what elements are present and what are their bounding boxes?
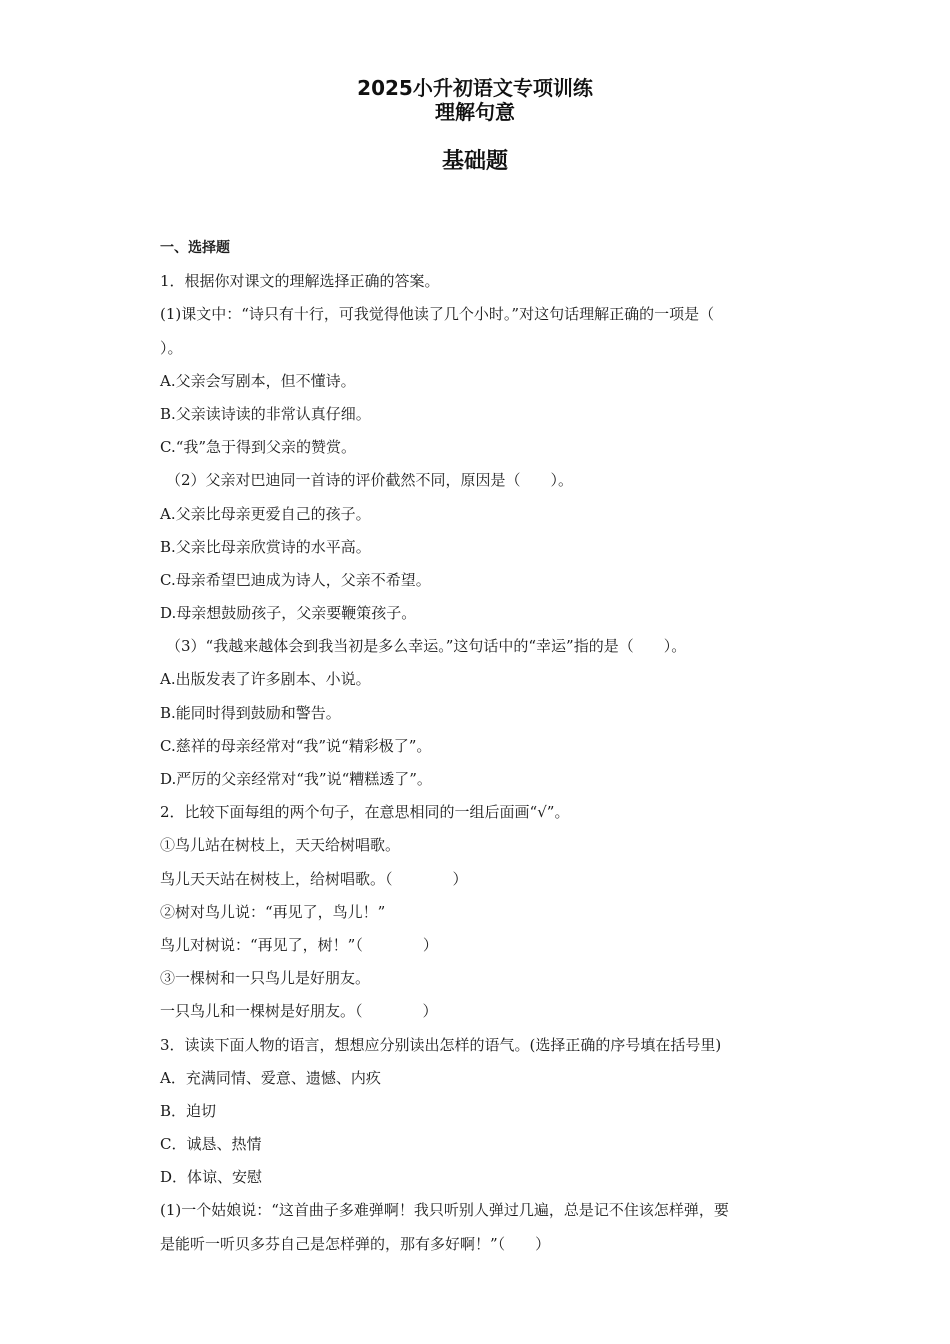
option-line: A.父亲会写剧本，但不懂诗。	[160, 371, 356, 390]
question-line: （3）“我越来越体会到我当初是多么幸运。”这句话中的“幸运”指的是（ ）。	[166, 637, 687, 656]
document-subtitle: 理解句意	[435, 100, 515, 124]
option-line: ③一棵树和一只鸟儿是好朋友。	[160, 969, 371, 988]
option-line: C.慈祥的母亲经常对“我”说“精彩极了”。	[160, 736, 432, 755]
option-line: C．诚恳、热情	[160, 1135, 262, 1154]
section-title: 一、选择题	[160, 240, 230, 256]
exercise-content	[160, 232, 800, 1261]
option-line: A.父亲比母亲更爱自己的孩子。	[160, 504, 371, 523]
question-line: 是能听一听贝多芬自己是怎样弹的，那有多好啊！”（ ）	[160, 1234, 551, 1253]
option-line: 鸟儿天天站在树枝上，给树唱歌。（ ）	[160, 869, 468, 888]
option-line: ①鸟儿站在树枝上，天天给树唱歌。	[160, 836, 401, 855]
option-line: A．充满同情、爱意、遗憾、内疚	[160, 1068, 381, 1087]
option-line: D.严厉的父亲经常对“我”说“糟糕透了”。	[160, 770, 432, 788]
option-line: B.父亲比母亲欣赏诗的水平高。	[160, 537, 371, 556]
option-line: C.“我”急于得到父亲的赞赏。	[160, 438, 357, 457]
option-line: D.母亲想鼓励孩子，父亲要鞭策孩子。	[160, 604, 417, 623]
document-title: 2025小升初语文专项训练	[357, 76, 593, 100]
question-line: (1)一个姑娘说：“这首曲子多难弹啊！我只听别人弹过几遍，总是记不住该怎样弹，要	[160, 1201, 729, 1220]
question-line: ）。	[160, 338, 183, 357]
option-line: B.能同时得到鼓励和警告。	[160, 703, 341, 722]
option-line: B．迫切	[160, 1101, 217, 1120]
question-line: (1)课文中：“诗只有十行，可我觉得他读了几个小时。”对这句话理解正确的一项是（	[160, 305, 715, 324]
option-line: A.出版发表了许多剧本、小说。	[160, 670, 371, 689]
option-line: C.母亲希望巴迪成为诗人，父亲不希望。	[160, 570, 431, 589]
section-heading: 基础题	[441, 149, 508, 174]
option-line: 一只鸟儿和一棵树是好朋友。（ ）	[160, 1002, 438, 1021]
option-line: 鸟儿对树说：“再见了，树！”（ ）	[160, 935, 438, 954]
option-line: B.父亲读诗读的非常认真仔细。	[160, 404, 371, 423]
option-line: D．体谅、安慰	[160, 1168, 263, 1187]
question-line: （2）父亲对巴迪同一首诗的评价截然不同，原因是（ ）。	[166, 471, 574, 490]
option-line: ②树对鸟儿说：“再见了，鸟儿！”	[160, 902, 386, 921]
question-line: 1．根据你对课文的理解选择正确的答案。	[160, 272, 440, 291]
question-line: 2．比较下面每组的两个句子，在意思相同的一组后面画“√”。	[160, 803, 570, 822]
question-line: 3．读读下面人物的语言，想想应分别读出怎样的语气。(选择正确的序号填在括号里)	[160, 1035, 722, 1054]
